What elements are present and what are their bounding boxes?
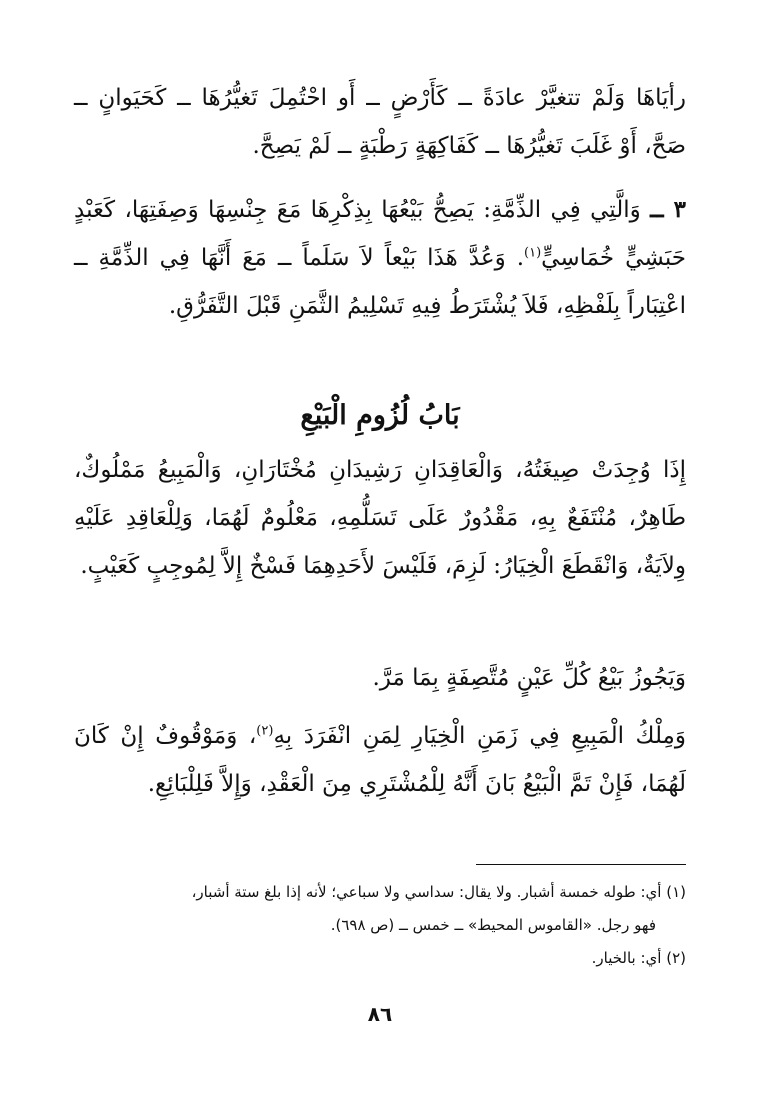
paragraph-text: وَمِلْكُ الْمَبِيعِ فِي زَمَنِ الْخِيَارِ لِمَنِ انْفَرَدَ بِهِ [273, 723, 686, 749]
paragraph-binding-sale: إِذَا وُجِدَتْ صِيغَتُهُ، وَالْعَاقِدَانِ رَشِيدَانِ مُخْتَارَانِ، وَالْمَبِيعُ مَمْلُوكٌ، طَاهِرٌ، مُنْتَفَعٌ بِهِ، مَقْدُورٌ عَلَى تَسَلُّمِهِ، مَعْلُومٌ لَهُمَا، وَلِلْعَاقِدِ عَلَيْهِ وِلاَيَةٌ، وَانْقَطَعَ الْخِيَارُ: لَزِمَ، فَلَيْسَ لأَحَدِهِمَا فَسْخٌ إِلاَّ لِمُوجِبٍ كَعَيْبٍ. [74, 457, 686, 579]
footnote-1-line-2: فهو رجل. «القاموس المحيط» ــ خمس ــ (ص ٦٩٨). [330, 916, 656, 934]
chapter-heading: بَابُ لُزُومِ الْبَيْعِ [300, 400, 460, 431]
page-number: ٨٦ [367, 1002, 393, 1026]
paragraph-ownership-during-option [74, 712, 686, 808]
footnote-ref-1[interactable]: (١) [524, 245, 542, 261]
paragraph-sale-in-liability [74, 186, 686, 330]
paragraph-text: . وَعُدَّ هَذَا بَيْعاً لاَ سَلَماً ــ مَعَ أَنَّهَا فِي الذِّمَّةِ ــ اعْتِبَاراً بِلَفْظِهِ، فَلاَ يُشْتَرَطُ فِيهِ تَسْلِيمُ الثَّمَنِ قَبْلَ التَّفَرُّقِ. [74, 245, 686, 319]
paragraph-sale-of-seen-item: رأيَاهَا وَلَمْ تتغيَّرْ عادَةً ــ كَأَرْضٍ ــ أَو احْتُمِلَ تَغيُّرُهَا ــ كَحَيَوانٍ ــ صَحَّ، أَوْ غَلَبَ تَغيُّرُهَا ــ كَفَاكِهَةٍ رَطْبَةٍ ــ لَمْ يَصِحَّ. [74, 85, 686, 159]
footnote-ref-2[interactable]: (٢) [256, 723, 274, 739]
paragraph-text: ، وَمَوْقُوفٌ إِنْ كَانَ لَهُمَا، فَإِنْ تَمَّ الْبَيْعُ بَانَ أَنَّهُ لِلْمُشْتَرِي مِنَ الْعَقْدِ، وَإِلاَّ فَلِلْبَائِعِ. [74, 723, 686, 797]
footnote-divider [476, 864, 686, 865]
footnote-2: (٢) أي: بالخيار. [591, 949, 686, 967]
item-number: ٣ ــ [650, 196, 687, 223]
paragraph-permissibility: وَيَجُوزُ بَيْعُ كُلِّ عَيْنٍ مُتَّصِفَةٍ بِمَا مَرَّ. [372, 665, 686, 691]
paragraph-text: وَالَّتِي فِي الذِّمَّةِ: يَصِحُّ بَيْعُهَا بِذِكْرِهَا مَعَ جِنْسِهَا وَصِفَتِهَا، كَعَبْدٍ حَبَشِيٍّ خُمَاسِيٍّ [74, 197, 687, 271]
footnotes [74, 876, 686, 975]
footnote-1-line-1: (١) أي: طوله خمسة أشبار. ولا يقال: سداسي ولا سباعي؛ لأنه إذا بلغ ستة أشبار، [191, 883, 686, 901]
